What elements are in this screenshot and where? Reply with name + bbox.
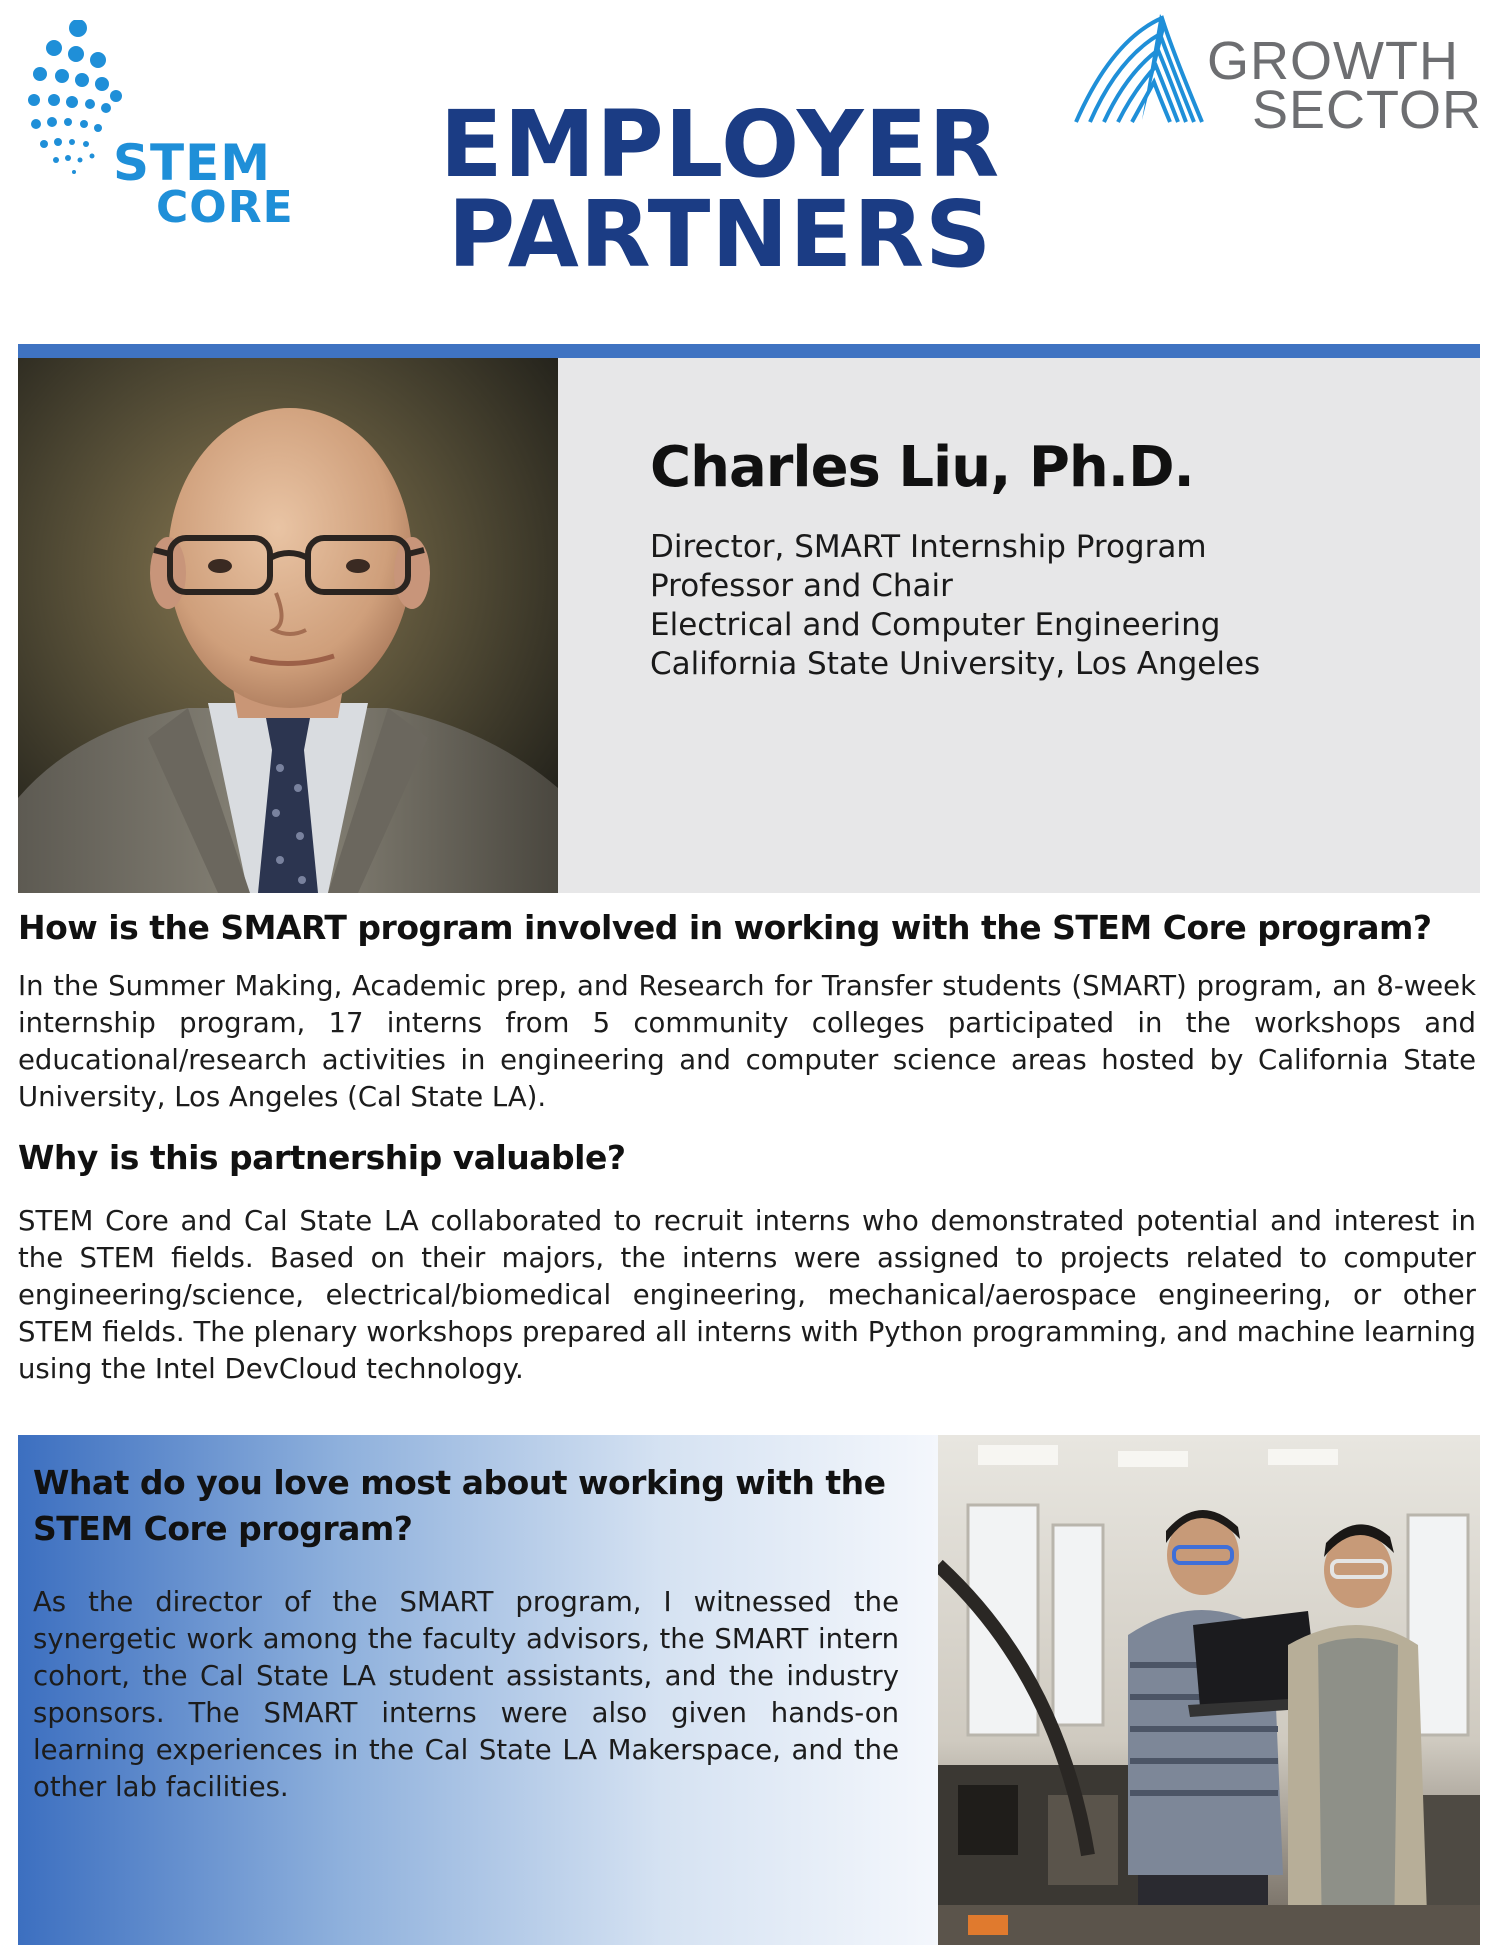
lab-students-photo xyxy=(938,1435,1480,1945)
question-2: Why is this partnership valuable? xyxy=(18,1138,626,1177)
growth-logo-word-2: SECTOR xyxy=(1252,80,1483,140)
growth-sector-logo xyxy=(1072,10,1483,140)
person-name: Charles Liu, Ph.D. xyxy=(650,435,1194,500)
role-line: California State University, Los Angeles xyxy=(650,646,1261,682)
role-line: Electrical and Computer Engineering xyxy=(650,607,1221,643)
role-line: Director, SMART Internship Program xyxy=(650,529,1207,565)
stem-logo-word-2: CORE xyxy=(156,182,294,233)
role-line: Professor and Chair xyxy=(650,568,953,604)
growth-logo-word-1: GROWTH xyxy=(1207,31,1459,91)
answer-3: As the director of the SMART program, I witnessed the synergetic work among the faculty advisors, the SMART intern cohort, the Cal State LA student assistants, and the industry sponsors. The SMART interns were also given hands-on learning experiences in the Cal State LA Makerspace, and the other lab facilities. xyxy=(33,1586,899,1803)
stem-logo-word-1: STEM xyxy=(113,134,272,192)
page-title-line-2: PARTNERS xyxy=(447,181,993,288)
page-title xyxy=(380,91,1060,288)
question-1: How is the SMART program involved in working with the STEM Core program? xyxy=(18,908,1432,947)
answer-2: STEM Core and Cal State LA collaborated to recruit interns who demonstrated potential and interest in the STEM fields. Based on their majors, the interns were assigned to projects related to computer engineering/science, electrical/biomedical engineering, mechanical/aerospace engineering, or other STEM fields. The plenary workshops prepared all interns with Python programming, and machine learning using the Intel DevCloud technology. xyxy=(18,1205,1476,1385)
answer-1: In the Summer Making, Academic prep, and Research for Transfer students (SMART) program, an 8-week internship program, 17 interns from 5 community colleges participated in the workshops and educational/research activities in engineering and computer science areas hosted by California State University, Los Angeles (Cal State LA). xyxy=(18,970,1476,1113)
growth-sector-mountain-icon xyxy=(1072,10,1207,125)
person-roles xyxy=(650,528,1260,684)
stem-core-logo xyxy=(28,20,303,240)
question-3: What do you love most about working with the STEM Core program? xyxy=(33,1463,886,1548)
portrait-photo xyxy=(18,358,558,893)
header-divider xyxy=(18,344,1480,358)
page-title-line-1: EMPLOYER xyxy=(439,91,1001,198)
